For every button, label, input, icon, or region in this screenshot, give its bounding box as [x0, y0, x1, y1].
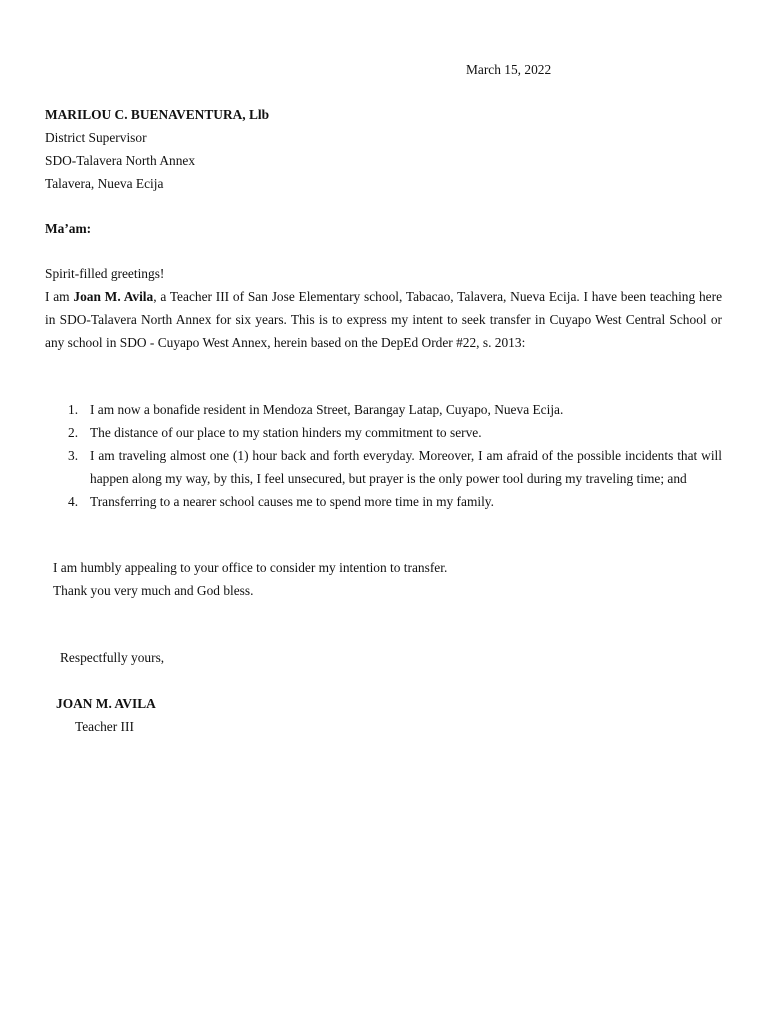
- reason-number: 4.: [68, 494, 79, 509]
- recipient-location: Talavera, Nueva Ecija: [45, 176, 164, 191]
- recipient-position: District Supervisor: [45, 130, 147, 145]
- closing-line: Thank you very much and God bless.: [53, 583, 254, 598]
- reasons-list: [45, 398, 722, 513]
- intro-prefix: I am: [45, 289, 74, 304]
- reason-item: [45, 444, 722, 490]
- reason-text: I am traveling almost one (1) hour back and forth everyday. Moreover, I am afraid of the possible incidents that will happen along my way, by this, I feel unsecured, but prayer is the only power tool during my traveling time; and: [90, 448, 722, 486]
- reason-number: 2.: [68, 425, 79, 440]
- salutation: Ma’am:: [45, 221, 92, 236]
- letter-date: March 15, 2022: [466, 62, 552, 77]
- sender-name-inline: Joan M. Avila: [73, 289, 154, 304]
- reason-number: 3.: [68, 448, 79, 463]
- intro-paragraph: [45, 285, 722, 354]
- valediction: Respectfully yours,: [60, 650, 165, 665]
- recipient-block: [45, 103, 725, 195]
- reason-item: [45, 398, 722, 421]
- recipient-office: SDO-Talavera North Annex: [45, 153, 196, 168]
- reason-item: [45, 490, 722, 513]
- signature-name: JOAN M. AVILA: [56, 696, 156, 711]
- closing-block: [53, 556, 723, 602]
- recipient-name: MARILOU C. BUENAVENTURA, Llb: [45, 107, 270, 122]
- intro-body: , a Teacher III of San Jose Elementary school, Tabacao, Talavera, Nueva Ecija. I have been teaching here in SDO-Talavera North Annex for six years. This is to express my intent to seek transfer in Cuyapo West Central School or any school in SDO - Cuyapo West Annex, herein based on the DepEd Order #22, s. 2013:: [45, 289, 723, 350]
- reason-text: Transferring to a nearer school causes me to spend more time in my family.: [90, 494, 494, 509]
- greeting: Spirit-filled greetings!: [45, 266, 165, 281]
- reason-number: 1.: [68, 402, 79, 417]
- closing-line: I am humbly appealing to your office to consider my intention to transfer.: [53, 560, 448, 575]
- reason-item: [45, 421, 722, 444]
- reason-text: The distance of our place to my station hinders my commitment to serve.: [90, 425, 482, 440]
- reason-text: I am now a bonafide resident in Mendoza Street, Barangay Latap, Cuyapo, Nueva Ecija.: [90, 402, 564, 417]
- signature-title: Teacher III: [75, 719, 134, 734]
